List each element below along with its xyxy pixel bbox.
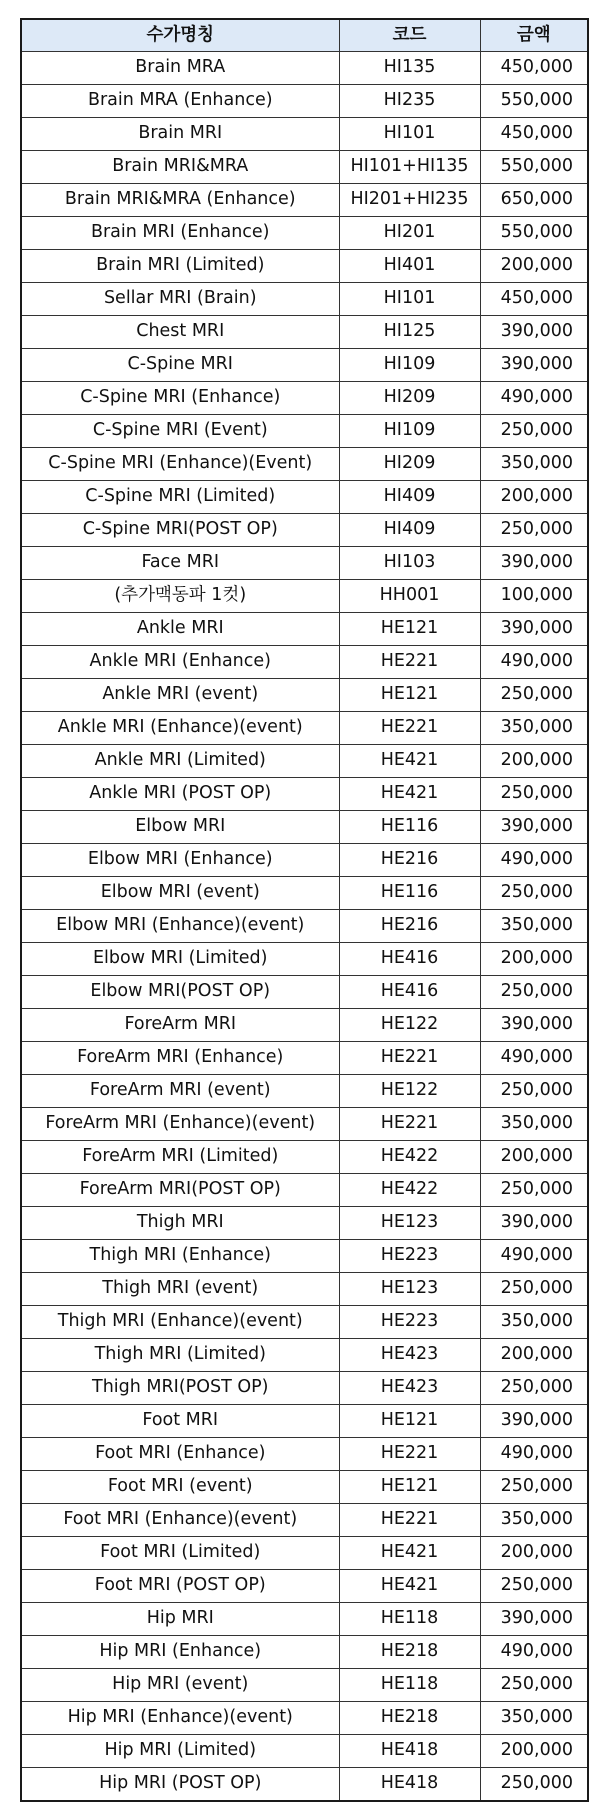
cell-name: C-Spine MRI (Limited) bbox=[21, 481, 339, 514]
cell-price: 200,000 bbox=[480, 745, 588, 778]
table-row bbox=[21, 811, 588, 844]
cell-name: Thigh MRI bbox=[21, 1207, 339, 1240]
table-row bbox=[21, 877, 588, 910]
cell-name: Hip MRI (POST OP) bbox=[21, 1768, 339, 1802]
cell-code: HE121 bbox=[339, 679, 480, 712]
table-row bbox=[21, 85, 588, 118]
cell-code: HE421 bbox=[339, 1537, 480, 1570]
cell-price: 650,000 bbox=[480, 184, 588, 217]
table-row bbox=[21, 184, 588, 217]
table-row bbox=[21, 1768, 588, 1802]
cell-code: HE416 bbox=[339, 943, 480, 976]
cell-name: ForeArm MRI (Enhance)(event) bbox=[21, 1108, 339, 1141]
cell-code: HE121 bbox=[339, 1471, 480, 1504]
table-row bbox=[21, 1471, 588, 1504]
cell-price: 350,000 bbox=[480, 1108, 588, 1141]
price-table-container bbox=[20, 18, 587, 1802]
cell-code: HI109 bbox=[339, 349, 480, 382]
cell-name: Foot MRI (Enhance) bbox=[21, 1438, 339, 1471]
cell-name: Brain MRI&MRA bbox=[21, 151, 339, 184]
cell-name: Hip MRI (event) bbox=[21, 1669, 339, 1702]
cell-code: HI235 bbox=[339, 85, 480, 118]
table-row bbox=[21, 943, 588, 976]
table-row bbox=[21, 1504, 588, 1537]
table-row bbox=[21, 1669, 588, 1702]
table-row bbox=[21, 613, 588, 646]
table-row bbox=[21, 514, 588, 547]
cell-code: HE123 bbox=[339, 1273, 480, 1306]
cell-name: Brain MRI (Enhance) bbox=[21, 217, 339, 250]
cell-name: Thigh MRI (Limited) bbox=[21, 1339, 339, 1372]
table-row bbox=[21, 547, 588, 580]
cell-name: C-Spine MRI (Enhance) bbox=[21, 382, 339, 415]
cell-name: Elbow MRI (event) bbox=[21, 877, 339, 910]
cell-price: 450,000 bbox=[480, 118, 588, 151]
table-row bbox=[21, 1702, 588, 1735]
cell-code: HI409 bbox=[339, 481, 480, 514]
table-row bbox=[21, 1339, 588, 1372]
cell-code: HE123 bbox=[339, 1207, 480, 1240]
table-row bbox=[21, 349, 588, 382]
cell-code: HE422 bbox=[339, 1174, 480, 1207]
cell-code: HE218 bbox=[339, 1636, 480, 1669]
cell-price: 450,000 bbox=[480, 52, 588, 85]
cell-code: HE216 bbox=[339, 910, 480, 943]
table-row bbox=[21, 52, 588, 85]
cell-code: HE121 bbox=[339, 613, 480, 646]
cell-code: HI209 bbox=[339, 448, 480, 481]
cell-name: Hip MRI (Limited) bbox=[21, 1735, 339, 1768]
cell-price: 350,000 bbox=[480, 910, 588, 943]
table-row bbox=[21, 1537, 588, 1570]
cell-name: Thigh MRI (event) bbox=[21, 1273, 339, 1306]
cell-code: HE122 bbox=[339, 1075, 480, 1108]
cell-price: 250,000 bbox=[480, 1174, 588, 1207]
cell-price: 390,000 bbox=[480, 1207, 588, 1240]
cell-price: 250,000 bbox=[480, 1372, 588, 1405]
table-row bbox=[21, 217, 588, 250]
cell-code: HE416 bbox=[339, 976, 480, 1009]
cell-price: 350,000 bbox=[480, 712, 588, 745]
cell-price: 490,000 bbox=[480, 382, 588, 415]
table-row bbox=[21, 1570, 588, 1603]
cell-name: Foot MRI bbox=[21, 1405, 339, 1438]
cell-price: 390,000 bbox=[480, 316, 588, 349]
cell-price: 550,000 bbox=[480, 217, 588, 250]
cell-code: HI101 bbox=[339, 283, 480, 316]
table-row bbox=[21, 1108, 588, 1141]
cell-name: Ankle MRI bbox=[21, 613, 339, 646]
cell-code: HE223 bbox=[339, 1240, 480, 1273]
cell-name: Elbow MRI (Enhance) bbox=[21, 844, 339, 877]
cell-price: 450,000 bbox=[480, 283, 588, 316]
cell-name: Foot MRI (POST OP) bbox=[21, 1570, 339, 1603]
cell-name: ForeArm MRI(POST OP) bbox=[21, 1174, 339, 1207]
cell-name: C-Spine MRI (Enhance)(Event) bbox=[21, 448, 339, 481]
cell-price: 250,000 bbox=[480, 1669, 588, 1702]
cell-price: 490,000 bbox=[480, 646, 588, 679]
cell-code: HE223 bbox=[339, 1306, 480, 1339]
cell-price: 390,000 bbox=[480, 1405, 588, 1438]
cell-price: 250,000 bbox=[480, 514, 588, 547]
cell-code: HE118 bbox=[339, 1669, 480, 1702]
cell-name: Hip MRI (Enhance)(event) bbox=[21, 1702, 339, 1735]
cell-price: 200,000 bbox=[480, 1735, 588, 1768]
cell-name: Thigh MRI (Enhance) bbox=[21, 1240, 339, 1273]
table-row bbox=[21, 1273, 588, 1306]
cell-code: HI103 bbox=[339, 547, 480, 580]
mri-price-table bbox=[20, 18, 589, 1802]
cell-price: 390,000 bbox=[480, 1009, 588, 1042]
cell-code: HI135 bbox=[339, 52, 480, 85]
cell-price: 350,000 bbox=[480, 1504, 588, 1537]
cell-name: (추가맥동파 1컷) bbox=[21, 580, 339, 613]
table-row bbox=[21, 250, 588, 283]
table-row bbox=[21, 1438, 588, 1471]
table-row bbox=[21, 1636, 588, 1669]
cell-price: 200,000 bbox=[480, 943, 588, 976]
cell-name: Brain MRA (Enhance) bbox=[21, 85, 339, 118]
cell-price: 350,000 bbox=[480, 1702, 588, 1735]
header-code: 코드 bbox=[339, 19, 480, 52]
cell-code: HE421 bbox=[339, 745, 480, 778]
cell-code: HE221 bbox=[339, 1108, 480, 1141]
cell-price: 200,000 bbox=[480, 1339, 588, 1372]
table-row bbox=[21, 1009, 588, 1042]
cell-name: Elbow MRI (Enhance)(event) bbox=[21, 910, 339, 943]
cell-price: 490,000 bbox=[480, 1438, 588, 1471]
header-row bbox=[21, 19, 588, 52]
table-row bbox=[21, 646, 588, 679]
table-row bbox=[21, 1735, 588, 1768]
cell-code: HE221 bbox=[339, 1504, 480, 1537]
cell-price: 250,000 bbox=[480, 877, 588, 910]
cell-code: HE216 bbox=[339, 844, 480, 877]
cell-price: 390,000 bbox=[480, 613, 588, 646]
cell-price: 390,000 bbox=[480, 1603, 588, 1636]
cell-name: C-Spine MRI(POST OP) bbox=[21, 514, 339, 547]
cell-price: 200,000 bbox=[480, 250, 588, 283]
table-row bbox=[21, 679, 588, 712]
cell-price: 550,000 bbox=[480, 85, 588, 118]
cell-code: HI109 bbox=[339, 415, 480, 448]
cell-code: HE118 bbox=[339, 1603, 480, 1636]
table-row bbox=[21, 1240, 588, 1273]
cell-name: Thigh MRI(POST OP) bbox=[21, 1372, 339, 1405]
table-row bbox=[21, 1075, 588, 1108]
cell-code: HI101+HI135 bbox=[339, 151, 480, 184]
cell-code: HI201 bbox=[339, 217, 480, 250]
cell-price: 250,000 bbox=[480, 1075, 588, 1108]
cell-name: Ankle MRI (Enhance) bbox=[21, 646, 339, 679]
cell-price: 490,000 bbox=[480, 844, 588, 877]
table-row bbox=[21, 415, 588, 448]
table-row bbox=[21, 1207, 588, 1240]
cell-code: HE422 bbox=[339, 1141, 480, 1174]
cell-code: HI209 bbox=[339, 382, 480, 415]
cell-price: 200,000 bbox=[480, 1537, 588, 1570]
cell-name: Elbow MRI(POST OP) bbox=[21, 976, 339, 1009]
cell-price: 250,000 bbox=[480, 1273, 588, 1306]
cell-name: Ankle MRI (Enhance)(event) bbox=[21, 712, 339, 745]
cell-code: HE418 bbox=[339, 1735, 480, 1768]
cell-name: Brain MRI&MRA (Enhance) bbox=[21, 184, 339, 217]
cell-price: 490,000 bbox=[480, 1240, 588, 1273]
cell-name: Hip MRI (Enhance) bbox=[21, 1636, 339, 1669]
cell-name: Ankle MRI (POST OP) bbox=[21, 778, 339, 811]
cell-price: 250,000 bbox=[480, 679, 588, 712]
table-row bbox=[21, 844, 588, 877]
header-price: 금액 bbox=[480, 19, 588, 52]
cell-name: Foot MRI (Enhance)(event) bbox=[21, 1504, 339, 1537]
cell-price: 490,000 bbox=[480, 1042, 588, 1075]
cell-name: Ankle MRI (event) bbox=[21, 679, 339, 712]
cell-name: ForeArm MRI (event) bbox=[21, 1075, 339, 1108]
cell-price: 250,000 bbox=[480, 415, 588, 448]
cell-code: HE116 bbox=[339, 811, 480, 844]
cell-code: HE122 bbox=[339, 1009, 480, 1042]
cell-price: 350,000 bbox=[480, 1306, 588, 1339]
cell-code: HE421 bbox=[339, 1570, 480, 1603]
cell-price: 250,000 bbox=[480, 778, 588, 811]
cell-name: C-Spine MRI bbox=[21, 349, 339, 382]
cell-price: 350,000 bbox=[480, 448, 588, 481]
cell-code: HE221 bbox=[339, 1438, 480, 1471]
table-row bbox=[21, 976, 588, 1009]
table-row bbox=[21, 1405, 588, 1438]
cell-code: HE418 bbox=[339, 1768, 480, 1802]
cell-code: HE221 bbox=[339, 646, 480, 679]
table-row bbox=[21, 481, 588, 514]
table-row bbox=[21, 580, 588, 613]
cell-price: 250,000 bbox=[480, 1768, 588, 1802]
cell-name: Brain MRI (Limited) bbox=[21, 250, 339, 283]
cell-price: 390,000 bbox=[480, 547, 588, 580]
cell-code: HE218 bbox=[339, 1702, 480, 1735]
cell-price: 250,000 bbox=[480, 976, 588, 1009]
table-row bbox=[21, 448, 588, 481]
cell-code: HE221 bbox=[339, 1042, 480, 1075]
cell-name: Brain MRI bbox=[21, 118, 339, 151]
table-row bbox=[21, 1174, 588, 1207]
header-name: 수가명칭 bbox=[21, 19, 339, 52]
cell-code: HI201+HI235 bbox=[339, 184, 480, 217]
table-row bbox=[21, 283, 588, 316]
cell-code: HE221 bbox=[339, 712, 480, 745]
cell-price: 490,000 bbox=[480, 1636, 588, 1669]
table-row bbox=[21, 1042, 588, 1075]
table-row bbox=[21, 1372, 588, 1405]
cell-code: HH001 bbox=[339, 580, 480, 613]
cell-name: C-Spine MRI (Event) bbox=[21, 415, 339, 448]
table-row bbox=[21, 712, 588, 745]
cell-code: HI125 bbox=[339, 316, 480, 349]
table-row bbox=[21, 1306, 588, 1339]
cell-name: Foot MRI (event) bbox=[21, 1471, 339, 1504]
cell-price: 250,000 bbox=[480, 1570, 588, 1603]
cell-price: 550,000 bbox=[480, 151, 588, 184]
cell-name: Brain MRA bbox=[21, 52, 339, 85]
cell-price: 250,000 bbox=[480, 1471, 588, 1504]
table-row bbox=[21, 1603, 588, 1636]
table-row bbox=[21, 316, 588, 349]
cell-name: ForeArm MRI (Limited) bbox=[21, 1141, 339, 1174]
table-row bbox=[21, 745, 588, 778]
cell-name: ForeArm MRI (Enhance) bbox=[21, 1042, 339, 1075]
cell-code: HI401 bbox=[339, 250, 480, 283]
cell-price: 200,000 bbox=[480, 481, 588, 514]
cell-name: Elbow MRI bbox=[21, 811, 339, 844]
cell-name: Chest MRI bbox=[21, 316, 339, 349]
cell-price: 390,000 bbox=[480, 811, 588, 844]
table-row bbox=[21, 382, 588, 415]
table-header bbox=[21, 19, 588, 52]
cell-code: HI101 bbox=[339, 118, 480, 151]
table-row bbox=[21, 1141, 588, 1174]
cell-name: Hip MRI bbox=[21, 1603, 339, 1636]
cell-name: Elbow MRI (Limited) bbox=[21, 943, 339, 976]
cell-code: HE121 bbox=[339, 1405, 480, 1438]
table-row bbox=[21, 151, 588, 184]
cell-code: HE421 bbox=[339, 778, 480, 811]
table-row bbox=[21, 910, 588, 943]
table-row bbox=[21, 778, 588, 811]
cell-name: Face MRI bbox=[21, 547, 339, 580]
cell-price: 390,000 bbox=[480, 349, 588, 382]
cell-code: HI409 bbox=[339, 514, 480, 547]
cell-name: Sellar MRI (Brain) bbox=[21, 283, 339, 316]
cell-name: ForeArm MRI bbox=[21, 1009, 339, 1042]
cell-name: Ankle MRI (Limited) bbox=[21, 745, 339, 778]
cell-code: HE116 bbox=[339, 877, 480, 910]
cell-price: 200,000 bbox=[480, 1141, 588, 1174]
table-row bbox=[21, 118, 588, 151]
cell-name: Thigh MRI (Enhance)(event) bbox=[21, 1306, 339, 1339]
cell-code: HE423 bbox=[339, 1339, 480, 1372]
cell-price: 100,000 bbox=[480, 580, 588, 613]
cell-name: Foot MRI (Limited) bbox=[21, 1537, 339, 1570]
cell-code: HE423 bbox=[339, 1372, 480, 1405]
table-body bbox=[21, 52, 588, 1802]
